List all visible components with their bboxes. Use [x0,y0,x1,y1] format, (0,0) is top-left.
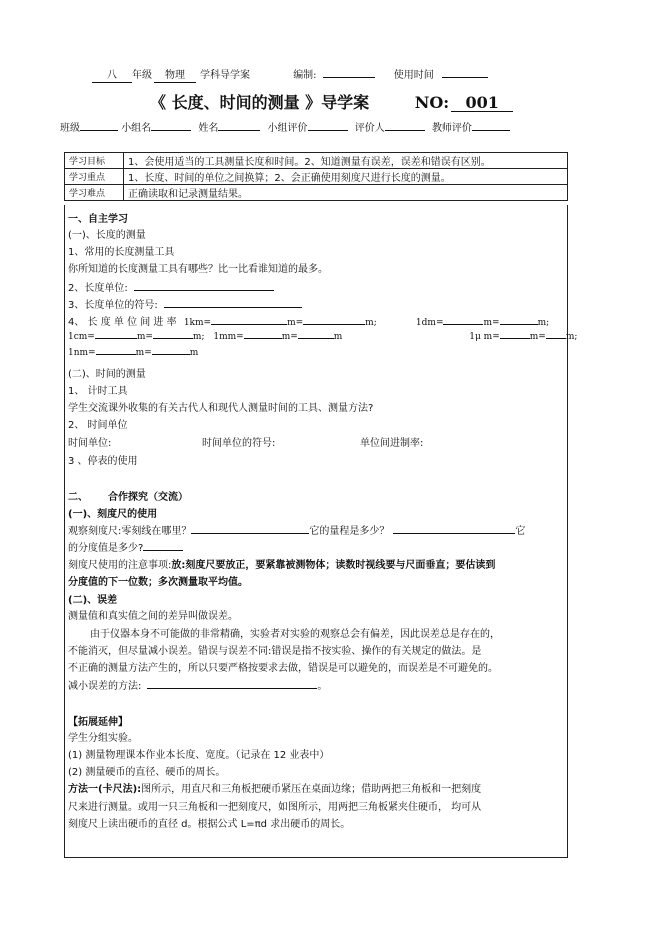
section2-title-text: 合作探究（交流） [108,492,188,503]
s2-item1: 1、 计时工具 [68,386,128,397]
section2-sub2: (二)、误差 [68,595,118,606]
table-row [65,169,568,185]
objective-value: 1、长度、时间的单位之间换算；2、会正确使用刻度尺进行长度的测量。 [124,169,568,185]
answer-blank [152,354,190,355]
answer-blank [393,533,515,534]
section2-title [68,488,188,503]
error-text3: 不正确的测量方法产生的，所以只要严格按要求去做，错误是可以避免的，而误差是不可避免的。 [68,663,498,674]
section1-sub2: (二)、时间的测量 [68,369,146,380]
table-row [65,153,568,169]
s1-question: 你所知道的长度测量工具有哪些？比一比看谁知道的最多。 [68,264,328,275]
group-label: 小组名 [121,123,152,134]
no-value: 001 [451,94,513,112]
s1-item1: 1、常用的长度测量工具 [68,247,175,258]
ruler-q-range: 它的量程是多少？ [309,526,390,537]
conv-1mm: 1mm= [213,332,244,342]
error-reduce [68,677,327,692]
extension-line6: 刻度尺上读出硬币的直径 d。根据公式 L=πd 求出硬币的周长。 [68,819,351,830]
teacher-eval-blank [472,130,510,131]
answer-blank [500,338,530,339]
answer-blank [244,338,282,339]
method-text: 图所示，用直尺和三角板把硬币紧压在桌面边缘；借助两把三角板和一把刻度 [141,784,482,795]
extension-line4 [68,780,481,795]
class-blank [80,130,118,131]
error-reduce-label: 减小误差的方法: [68,681,142,692]
s2-ruler-question2 [68,539,183,554]
subject-blank: 物理 [154,70,196,83]
conv-1nm: 1nm= [68,348,96,358]
ruler-q-it: 它 [515,526,526,537]
error-def: 测量值和真实值之间的差异叫做误差。 [68,611,238,622]
conv-unit: m; [537,318,550,328]
ruler-note-prefix: 刻度尺使用的注意事项: [68,560,172,571]
answer-blank [211,324,287,325]
student-info-row [60,119,510,134]
method-label: 方法一(卡尺法): [68,784,142,795]
no-label: NO: [414,93,450,112]
group-eval-label: 小组评价 [267,123,308,134]
answer-blank [164,307,302,308]
conv-unit: m; [192,332,205,342]
s2-ruler-question [68,522,525,537]
answer-blank [134,290,274,291]
evaluator-label: 评价人 [354,123,385,134]
group-blank [151,130,191,131]
grade-label: 年级 [132,70,152,81]
conv-1dm: 1dm= [415,318,444,328]
error-text2: 不能消灭，但尽量减小误差。错误与误差不同:错误是指不按实验、操作的有关规定的做法。是 [68,646,482,657]
header-line [92,66,488,83]
objectives-table [64,152,568,201]
answer-blank [546,338,566,339]
conv-unit: m; [565,332,578,342]
s1-item2 [68,279,274,294]
ruler-q-division: 的分度值是多少? [68,543,144,554]
editor-blank [323,77,375,78]
objective-value: 1、会使用适当的工具测量长度和时间。2、知道测量有误差，误差和错误有区别。 [124,153,568,169]
conv-1km: 1km= [183,318,212,328]
conv-1um: 1μ m= [469,332,500,342]
time-blank [442,77,488,78]
conv-unit: m= [281,332,298,342]
ruler-notes [68,556,495,571]
s1-conv-row2 [68,332,577,342]
class-label: 班级 [60,123,80,134]
title-text: 《 长度、时间的测量 》导学案 [150,93,370,112]
objective-key: 学习难点 [65,185,124,201]
extension-line2: (1) 测量物理课本作业本长度、宽度。（记录在 12 业表中） [68,750,330,761]
objective-key: 学习重点 [65,169,124,185]
answer-blank [147,688,317,689]
conv-unit: m [189,348,199,358]
section1-sub1: (一)、长度的测量 [68,230,146,241]
s2-symbol-label: 时间单位的符号: [202,438,276,449]
grade-blank: 八 [92,70,132,83]
conv-unit: m= [287,318,304,328]
conv-unit: m= [135,348,152,358]
page-title [150,90,513,113]
objective-value: 正确读取和记录测量结果。 [124,185,568,201]
name-blank [218,130,260,131]
conv-1cm: 1cm= [68,332,95,342]
answer-blank [443,324,483,325]
s2-item2: 2、 时间单位 [68,420,128,431]
teacher-eval-label: 教师评价 [431,123,472,134]
error-text1: 由于仪器本身不可能做的非常精确，实验者对实验的观察总会有偏差，因此误差总是存在的， [90,629,500,640]
table-row [65,185,568,201]
editor-label: 编制: [293,70,317,81]
s1-item4 [68,313,549,328]
s2-question: 学生交流课外收集的有关古代人和现代人测量时间的工具、测量方法? [68,403,374,414]
extension-line1: 学生分组实验。 [68,733,138,744]
answer-blank [191,533,309,534]
s1-item2-label: 2、长度单位: [68,283,128,294]
answer-blank [95,338,137,339]
name-label: 姓名 [198,123,219,134]
s1-item4-label: 4、 长 度 单 位 间 进 率 [68,317,177,328]
s1-item3 [68,296,302,311]
answer-blank [153,338,193,339]
conv-unit: m= [483,318,500,328]
error-reduce-end: 。 [317,681,328,692]
ruler-q-zero: 观察刻度尺:零刻线在哪里？ [68,526,192,537]
s2-rate-label: 单位间进制率: [360,438,424,449]
answer-blank [298,338,334,339]
time-label: 使用时间 [393,70,434,81]
objective-key: 学习目标 [65,153,124,169]
group-eval-blank [308,130,348,131]
extension-line5: 尺来进行测量。或用一只三角板和一把刻度尺，如图所示，用两把三角板紧夹住硬币， 均可从 [68,802,482,813]
s2-item3: 3 、停表的使用 [68,456,138,467]
section1-title: 一、自主学习 [68,214,128,225]
answer-blank [500,324,538,325]
section2-sub1: (一)、刻度尺的使用 [68,509,158,520]
extension-title: 【拓展延伸】 [68,717,128,728]
answer-blank [303,324,365,325]
conv-unit: m; [365,318,377,328]
evaluator-blank [385,130,425,131]
ruler-note-bold1: 放:刻度尺要放正，要紧靠被测物体；读数时视线要与尺面垂直；要估读到 [171,560,496,571]
answer-blank [143,550,183,551]
subject-label: 学科导学案 [200,70,250,81]
conv-unit: m [333,332,343,342]
s2-unit-label: 时间单位: [68,438,112,449]
s1-item3-label: 3、长度单位的符号: [68,300,158,311]
conv-unit: m= [136,332,153,342]
extension-line3: (2) 测量硬币的直径、硬币的周长。 [68,767,226,778]
answer-blank [96,354,136,355]
s1-conv-row3 [68,348,198,358]
section2-num: 二、 [68,492,88,503]
conv-unit: m= [529,332,546,342]
ruler-note-bold2: 分度值的下一位数；多次测量取平均值。 [68,577,248,588]
